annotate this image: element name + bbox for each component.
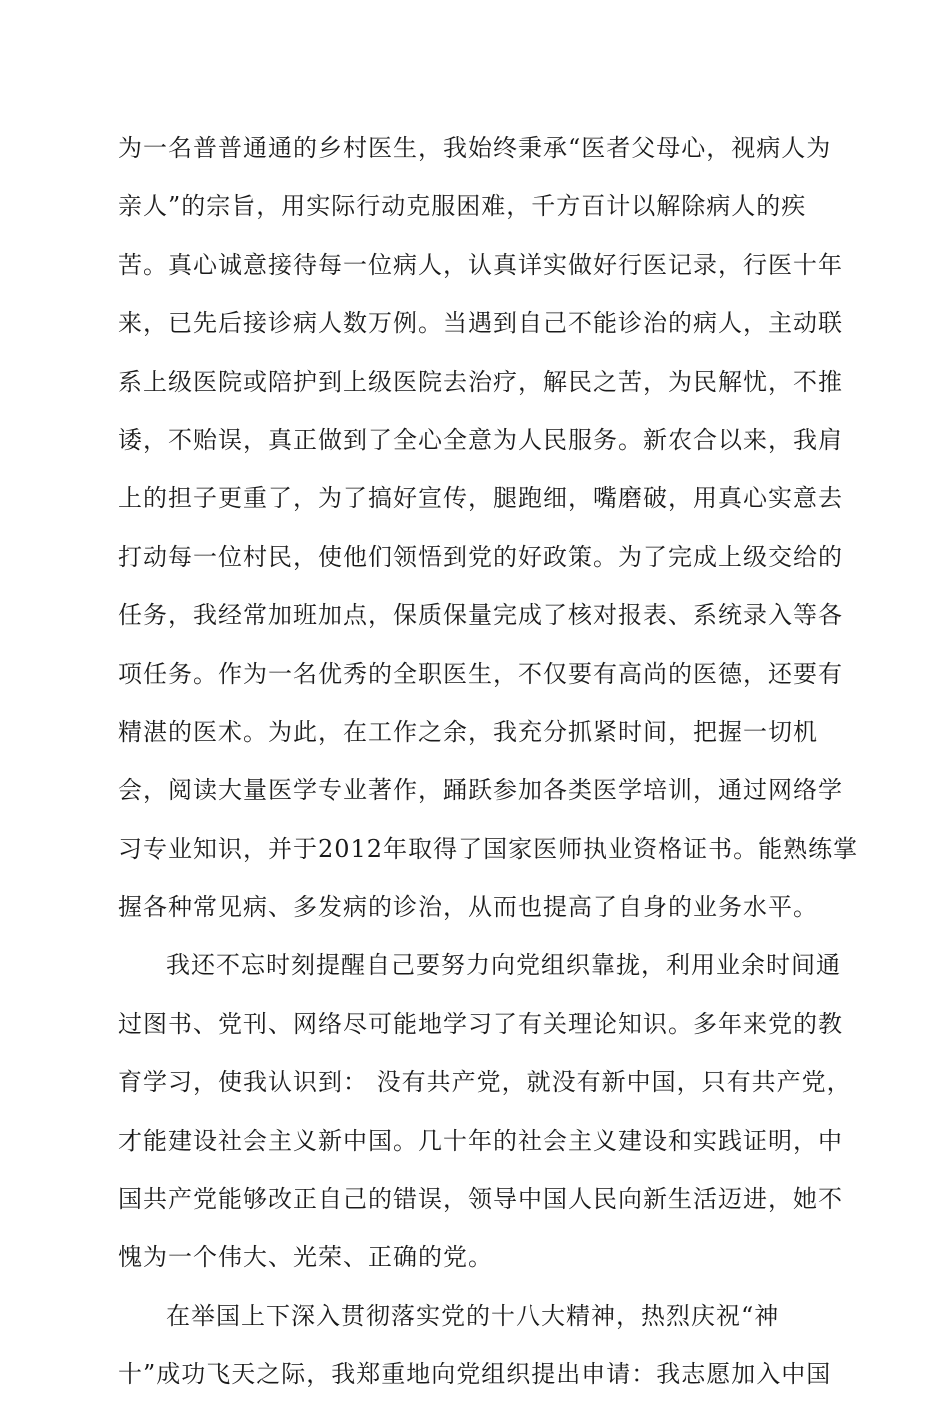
text-line: 习专业知识，并于2012年取得了国家医师执业资格证书。能熟练掌 <box>118 834 859 863</box>
text-line: 才能建设社会主义新中国。几十年的社会主义建设和实践证明，中 <box>118 1126 843 1155</box>
text-line: 打动每一位村民，使他们领悟到党的好政策。为了完成上级交给的 <box>118 542 843 571</box>
text-line: 精湛的医术。为此，在工作之余，我充分抓紧时间，把握一切机 <box>118 717 818 746</box>
text-line: 来，已先后接诊病人数万例。当遇到自己不能诊治的病人，主动联 <box>118 309 843 338</box>
text-line: 苦。真心诚意接待每一位病人，认真详实做好行医记录，行医十年 <box>118 250 843 279</box>
body-text <box>118 130 859 1415</box>
text-line: 亲人”的宗旨，用实际行动克服困难，千方百计以解除病人的疾 <box>118 192 807 221</box>
text-line: 愧为一个伟大、光荣、正确的党。 <box>118 1243 493 1272</box>
text-line: 系上级医院或陪护到上级医院去治疗，解民之苦，为民解忧，不推 <box>118 367 843 396</box>
text-line: 项任务。作为一名优秀的全职医生，不仅要有高尚的医德，还要有 <box>118 659 843 688</box>
text-line: 握各种常见病、多发病的诊治，从而也提高了自身的业务水平。 <box>118 893 818 922</box>
text-line: 诿，不贻误，真正做到了全心全意为人民服务。新农合以来，我肩 <box>118 425 843 454</box>
text-line: 上的担子更重了，为了搞好宣传，腿跑细，嘴磨破，用真心实意去 <box>118 484 843 513</box>
text-line: 育学习，使我认识到： 没有共产党，就没有新中国，只有共产党， <box>118 1068 852 1097</box>
text-line: 过图书、党刊、网络尽可能地学习了有关理论知识。多年来党的教 <box>118 1009 843 1038</box>
paragraph-start-line: 我还不忘时刻提醒自己要努力向党组织靠拢，利用业余时间通 <box>166 951 841 980</box>
text-line: 十”成功飞天之际，我郑重地向党组织提出申请：我志愿加入中国 <box>118 1360 832 1389</box>
text-line: 会，阅读大量医学专业著作，踊跃参加各类医学培训，通过网络学 <box>118 776 843 805</box>
text-line: 国共产党能够改正自己的错误，领导中国人民向新生活迈进，她不 <box>118 1185 843 1214</box>
paragraph-start-line: 在举国上下深入贯彻落实党的十八大精神，热烈庆祝“神 <box>166 1301 780 1330</box>
text-line: 为一名普普通通的乡村医生，我始终秉承“医者父母心，视病人为 <box>118 134 832 162</box>
text-line: 任务，我经常加班加点，保质保量完成了核对报表、系统录入等各 <box>118 601 843 630</box>
